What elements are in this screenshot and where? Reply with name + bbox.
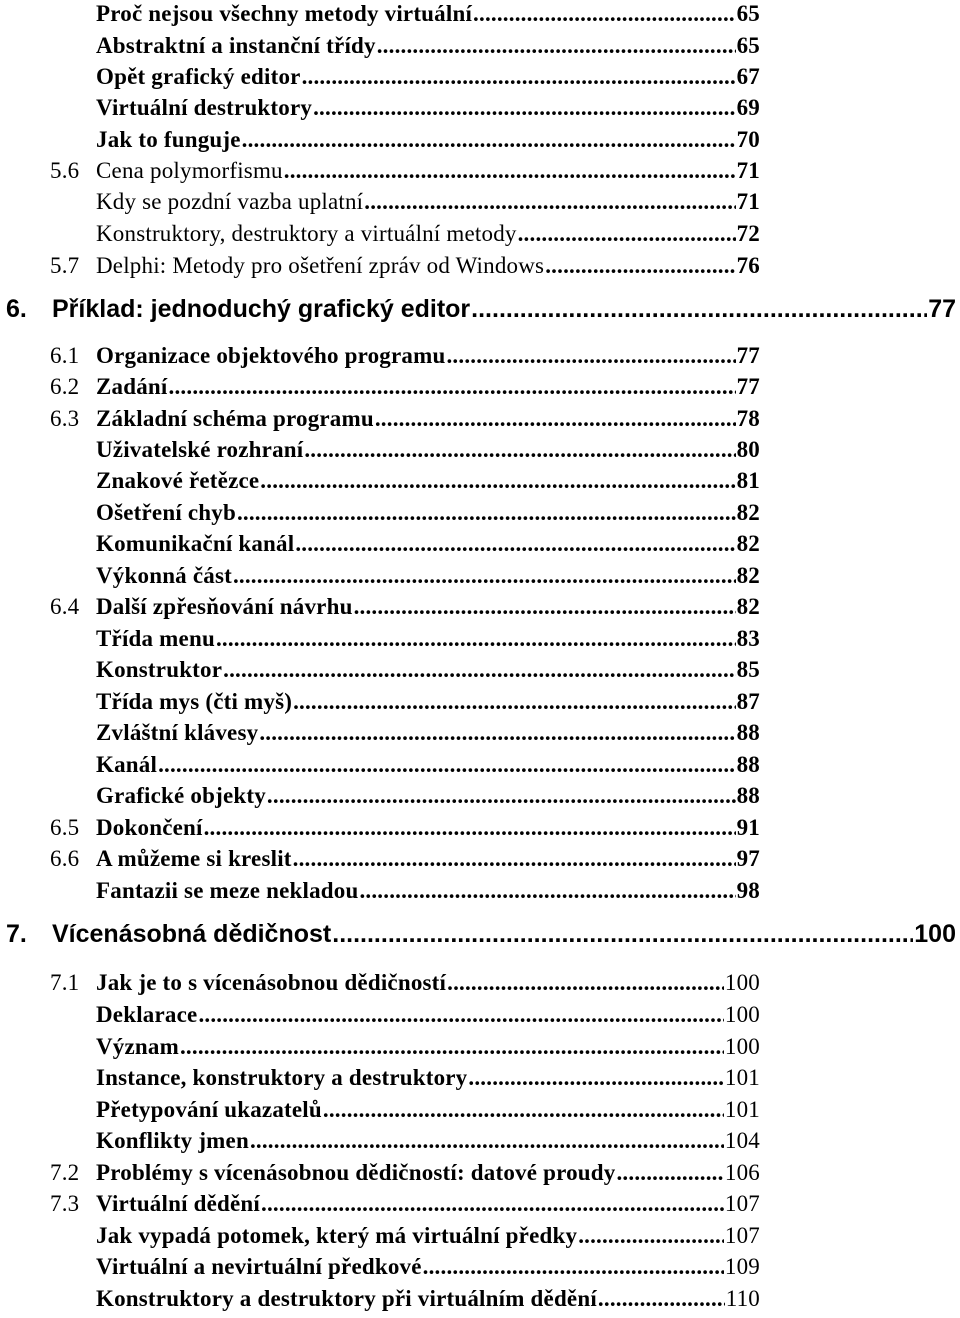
- toc-dot-leader: [354, 594, 736, 620]
- toc-dot-leader: [267, 783, 736, 809]
- toc-section-entry: [0, 970, 760, 1002]
- toc-page-number: 106: [724, 1160, 760, 1185]
- toc-page-number: 101: [724, 1065, 760, 1090]
- toc-section-entry: [0, 1191, 760, 1223]
- toc-entry-title: Grafické objekty: [96, 783, 266, 808]
- toc-subsection-entry: [0, 1065, 760, 1097]
- toc-entry-title: Třída mys (čti myš): [96, 689, 293, 714]
- toc-entry-title: Virtuální dědění: [96, 1191, 261, 1216]
- toc-entry-number: 6.3: [50, 406, 80, 431]
- toc-entry-title: Konstruktory a destruktory při virtuálním dědění: [96, 1286, 597, 1311]
- toc-page-number: 80: [736, 437, 760, 462]
- toc-subsection-entry: [0, 1254, 760, 1286]
- toc-dot-leader: [259, 720, 735, 746]
- toc-dot-leader: [242, 127, 736, 153]
- toc-subsection-entry: [0, 878, 760, 910]
- toc-dot-leader: [468, 1065, 724, 1091]
- toc-page-number: 65: [736, 1, 760, 26]
- toc-page-number: 82: [736, 563, 760, 588]
- toc-subsection-entry: [0, 500, 760, 532]
- toc-page-number: 78: [736, 406, 760, 431]
- toc-entry-number: 7.1: [50, 970, 80, 995]
- toc-page-number: 71: [736, 158, 760, 183]
- toc-dot-leader: [169, 374, 736, 400]
- toc-section-entry: [0, 846, 760, 878]
- toc-page-number: 67: [736, 64, 760, 89]
- toc-page-number: 72: [736, 221, 760, 246]
- toc-dot-leader: [359, 878, 735, 904]
- toc-page-number: 104: [724, 1128, 760, 1153]
- toc-dot-leader: [447, 970, 724, 996]
- toc-section-entry: [0, 158, 760, 190]
- toc-section-entry: [0, 406, 760, 438]
- toc-subsection-entry: [0, 437, 760, 469]
- toc-dot-leader: [216, 626, 736, 652]
- toc-entry-title: Delphi: Metody pro ošetření zpráv od Windows: [96, 253, 545, 278]
- toc-page-number: 110: [725, 1286, 760, 1311]
- toc-entry-title: Dokončení: [96, 815, 203, 840]
- toc-dot-leader: [364, 189, 735, 215]
- toc-page-number: 107: [724, 1191, 760, 1216]
- toc-entry-title: Konflikty jmen: [96, 1128, 249, 1153]
- toc-page-number: 88: [736, 783, 760, 808]
- toc-entry-title: Třída menu: [96, 626, 215, 651]
- toc-entry-number: 5.6: [50, 158, 80, 183]
- toc-page-number: 100: [724, 1034, 760, 1059]
- toc-page-number: 77: [928, 295, 956, 323]
- toc-entry-number: 7.2: [50, 1160, 80, 1185]
- toc-subsection-entry: [0, 33, 760, 65]
- toc-entry-number: 6.6: [50, 846, 80, 871]
- toc-dot-leader: [233, 563, 736, 589]
- toc-entry-title: Jak vypadá potomek, který má virtuální předky: [96, 1223, 578, 1248]
- toc-entry-title: Znakové řetězce: [96, 468, 260, 493]
- toc-entry-title: Organizace objektového programu: [96, 343, 446, 368]
- toc-entry-title: Další zpřesňování návrhu: [96, 594, 353, 619]
- toc-subsection-entry: [0, 783, 760, 815]
- toc-entry-number: 6.2: [50, 374, 80, 399]
- toc-section-entry: [0, 343, 760, 375]
- toc-dot-leader: [598, 1286, 725, 1312]
- toc-dot-leader: [261, 1191, 724, 1217]
- toc-dot-leader: [471, 295, 927, 324]
- toc-subsection-entry: [0, 752, 760, 784]
- toc-entry-title: Kdy se pozdní vazba uplatní: [96, 189, 364, 214]
- toc-subsection-entry: [0, 221, 760, 253]
- toc-dot-leader: [375, 406, 736, 432]
- toc-dot-leader: [293, 846, 736, 872]
- toc-subsection-entry: [0, 657, 760, 689]
- toc-entry-title: Základní schéma programu: [96, 406, 374, 431]
- toc-entry-title: Vícenásobná dědičnost: [52, 920, 332, 948]
- toc-page-number: 76: [736, 253, 760, 278]
- toc-page-number: 82: [736, 594, 760, 619]
- toc-dot-leader: [260, 468, 735, 494]
- toc-chapter-entry: [0, 295, 956, 327]
- toc-dot-leader: [332, 920, 913, 949]
- toc-page-number: 82: [736, 531, 760, 556]
- toc-subsection-entry: [0, 468, 760, 500]
- toc-page-number: 77: [736, 374, 760, 399]
- toc-entry-title: Kanál: [96, 752, 158, 777]
- toc-dot-leader: [158, 752, 736, 778]
- toc-page-number: 87: [736, 689, 760, 714]
- toc-dot-leader: [473, 1, 736, 27]
- toc-entry-title: Deklarace: [96, 1002, 198, 1027]
- toc-entry-title: Konstruktory, destruktory a virtuální metody: [96, 221, 517, 246]
- toc-subsection-entry: [0, 1223, 760, 1255]
- toc-dot-leader: [545, 253, 735, 279]
- toc-chapter-entry: [0, 920, 956, 952]
- toc-page-number: 85: [736, 657, 760, 682]
- toc-entry-title: Uživatelské rozhraní: [96, 437, 304, 462]
- toc-entry-number: 7.: [6, 920, 27, 948]
- toc-subsection-entry: [0, 563, 760, 595]
- toc-dot-leader: [223, 657, 735, 683]
- toc-subsection-entry: [0, 1002, 760, 1034]
- toc-entry-number: 6.5: [50, 815, 80, 840]
- toc-section-entry: [0, 815, 760, 847]
- toc-entry-number: 6.: [6, 295, 27, 323]
- toc-dot-leader: [423, 1254, 724, 1280]
- toc-subsection-entry: [0, 95, 760, 127]
- toc-entry-number: 6.4: [50, 594, 80, 619]
- toc-section-entry: [0, 374, 760, 406]
- toc-page-number: 100: [724, 970, 760, 995]
- toc-section-entry: [0, 594, 760, 626]
- toc-dot-leader: [302, 64, 736, 90]
- toc-entry-title: Virtuální a nevirtuální předkové: [96, 1254, 422, 1279]
- toc-dot-leader: [518, 221, 736, 247]
- toc-subsection-entry: [0, 127, 760, 159]
- toc-entry-title: Virtuální destruktory: [96, 95, 313, 120]
- toc-subsection-entry: [0, 64, 760, 96]
- toc-entry-number: 7.3: [50, 1191, 80, 1216]
- toc-entry-title: Fantazii se meze nekladou: [96, 878, 359, 903]
- toc-page-number: 98: [736, 878, 760, 903]
- toc-entry-title: Zadání: [96, 374, 168, 399]
- toc-dot-leader: [180, 1034, 724, 1060]
- toc-subsection-entry: [0, 1, 760, 33]
- toc-dot-leader: [204, 815, 736, 841]
- toc-dot-leader: [446, 343, 735, 369]
- toc-page-number: 97: [736, 846, 760, 871]
- toc-entry-title: Problémy s vícenásobnou dědičností: datové proudy: [96, 1160, 616, 1185]
- toc-dot-leader: [293, 689, 736, 715]
- toc-page-number: 71: [736, 189, 760, 214]
- toc-dot-leader: [323, 1097, 724, 1123]
- toc-entry-title: Abstraktní a instanční třídy: [96, 33, 376, 58]
- toc-dot-leader: [377, 33, 736, 59]
- toc-entry-title: Ošetření chyb: [96, 500, 236, 525]
- toc-entry-title: Jak to funguje: [96, 127, 241, 152]
- toc-dot-leader: [313, 95, 735, 121]
- toc-dot-leader: [284, 158, 736, 184]
- toc-entry-title: Výkonná část: [96, 563, 232, 588]
- toc-page-number: 77: [736, 343, 760, 368]
- toc-page-number: 88: [736, 720, 760, 745]
- toc-page-number: 88: [736, 752, 760, 777]
- toc-subsection-entry: [0, 1034, 760, 1066]
- toc-page-number: 100: [914, 920, 956, 948]
- toc-subsection-entry: [0, 1097, 760, 1129]
- toc-entry-title: Opět grafický editor: [96, 64, 301, 89]
- toc-page-number: 82: [736, 500, 760, 525]
- toc-entry-title: Jak je to s vícenásobnou dědičností: [96, 970, 447, 995]
- toc-entry-title: Přetypování ukazatelů: [96, 1097, 322, 1122]
- toc-section-entry: [0, 1160, 760, 1192]
- toc-subsection-entry: [0, 689, 760, 721]
- toc-entry-title: Instance, konstruktory a destruktory: [96, 1065, 468, 1090]
- toc-entry-title: Příklad: jednoduchý grafický editor: [52, 295, 471, 323]
- toc-entry-title: Význam: [96, 1034, 179, 1059]
- toc-entry-number: 5.7: [50, 253, 80, 278]
- toc-dot-leader: [237, 500, 736, 526]
- toc-entry-title: A můžeme si kreslit: [96, 846, 292, 871]
- toc-section-entry: [0, 253, 760, 285]
- toc-subsection-entry: [0, 1128, 760, 1160]
- toc-entry-title: Proč nejsou všechny metody virtuální: [96, 1, 473, 26]
- toc-subsection-entry: [0, 1286, 760, 1318]
- toc-subsection-entry: [0, 626, 760, 658]
- toc-subsection-entry: [0, 189, 760, 221]
- toc-page-number: 69: [736, 95, 760, 120]
- toc-entry-title: Komunikační kanál: [96, 531, 295, 556]
- toc-entry-title: Konstruktor: [96, 657, 223, 682]
- toc-subsection-entry: [0, 531, 760, 563]
- toc-dot-leader: [578, 1223, 724, 1249]
- toc-page-number: 101: [724, 1097, 760, 1122]
- toc-dot-leader: [295, 531, 735, 557]
- toc-dot-leader: [304, 437, 735, 463]
- toc-page-number: 109: [724, 1254, 760, 1279]
- toc-page-number: 70: [736, 127, 760, 152]
- toc-page-number: 81: [736, 468, 760, 493]
- toc-dot-leader: [250, 1128, 724, 1154]
- toc-page-number: 100: [724, 1002, 760, 1027]
- toc-page-number: 83: [736, 626, 760, 651]
- toc-entry-title: Zvláštní klávesy: [96, 720, 259, 745]
- toc-dot-leader: [198, 1002, 723, 1028]
- toc-page-number: 65: [736, 33, 760, 58]
- toc-subsection-entry: [0, 720, 760, 752]
- toc-page-number: 107: [724, 1223, 760, 1248]
- toc-entry-title: Cena polymorfismu: [96, 158, 283, 183]
- toc-entry-number: 6.1: [50, 343, 80, 368]
- toc-page-number: 91: [736, 815, 760, 840]
- toc-dot-leader: [616, 1160, 723, 1186]
